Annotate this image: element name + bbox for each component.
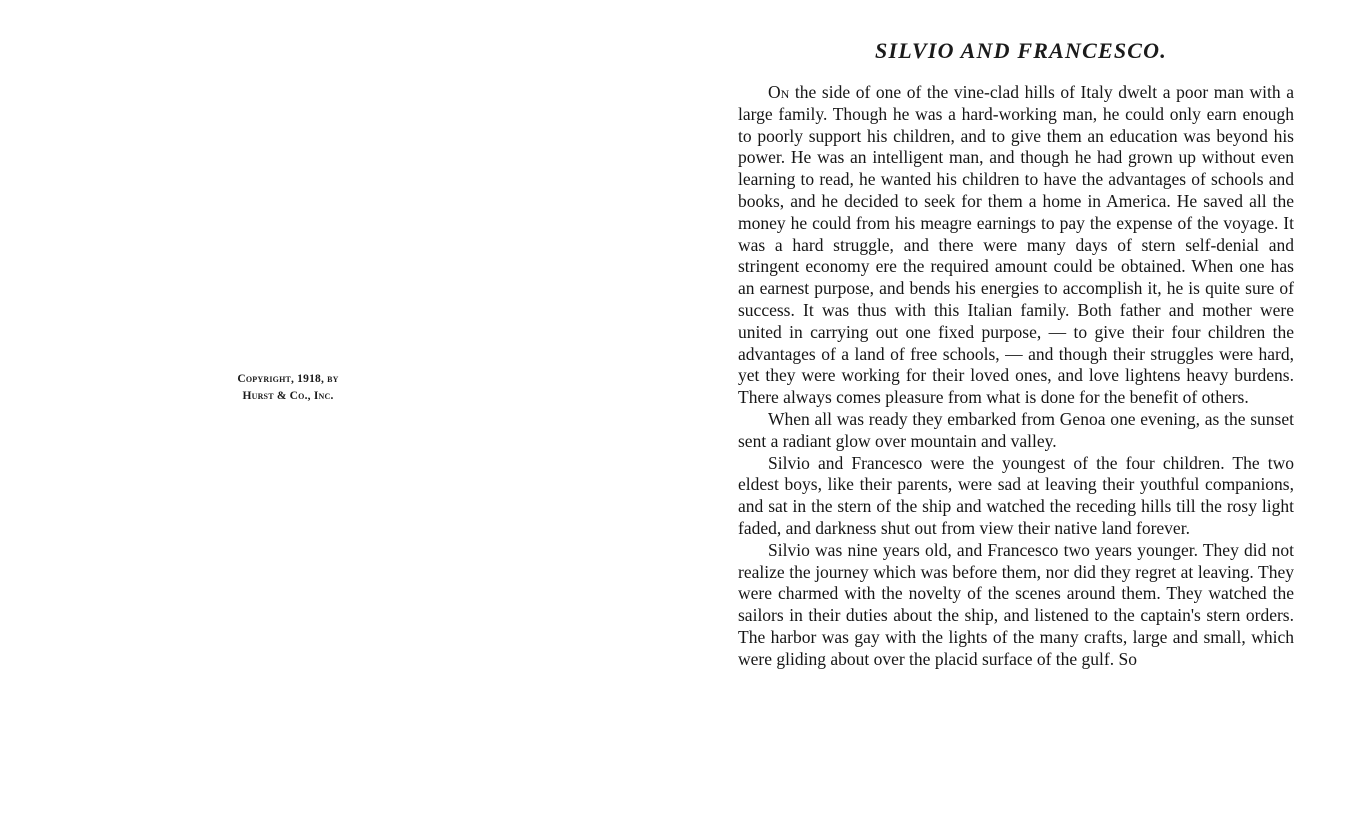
- copyright-notice: [226, 371, 350, 405]
- paragraph-text: When all was ready they embarked from Genoa one evening, as the sunset sent a radiant glow over mountain and valley.: [738, 408, 1294, 451]
- copyright-line: Copyright, 1918, by: [237, 373, 339, 385]
- paragraph-text: the side of one of the vine-clad hills of Italy dwelt a poor man with a large family. Though he was a hard-working man, he could only earn enough to poorly support his children, and to give them an education was beyond his power. He was an intelligent man, and though he had grown up without even learning to read, he wanted his children to have the advantages of schools and books, and he decided to seek for them a home in America. He saved all the money he could from his meagre earnings to pay the expense of the voyage. It was a hard struggle, and there were many days of stern self-denial and stringent economy ere the required amount could be obtained. When one has an earnest purpose, and bends his energies to accomplish it, he is quite sure of success. It was thus with this Italian family. Both father and mother were united in carrying out one fixed purpose, — to give their four children the advantages of a land of free schools, — and though their struggles were hard, yet they were working for their loved ones, and love lightens heavy burdens. There always comes pleasure from what is done for the benefit of others.: [738, 82, 1294, 408]
- paragraph-text: Silvio was nine years old, and Francesco two years younger. They did not realize the journey which was before them, nor did they regret at leaving. They were charmed with the novelty of the scenes around them. They watched the sailors in their duties about the ship, and listened to the captain's stern orders. The harbor was gay with the lights of the many crafts, large and small, which were gliding about over the placid surface of the gulf. So: [738, 539, 1294, 669]
- left-page: [0, 0, 600, 819]
- publisher-line: Hurst & Co., Inc.: [242, 390, 334, 402]
- paragraph: [738, 453, 1294, 540]
- chapter-title: SILVIO AND FRANCESCO.: [875, 38, 1167, 63]
- paragraph: [738, 540, 1294, 671]
- opening-small-caps: On: [768, 82, 790, 102]
- right-page: [738, 38, 1294, 671]
- chapter-body: [738, 82, 1294, 671]
- paragraph: [738, 409, 1294, 453]
- paragraph-text: Silvio and Francesco were the youngest of the four children. The two eldest boys, like their parents, were sad at leaving their youthful companions, and sat in the stern of the ship and watched the receding hills till the rosy light faded, and darkness shut out from view their native land forever.: [738, 452, 1294, 538]
- paragraph: [738, 82, 1294, 409]
